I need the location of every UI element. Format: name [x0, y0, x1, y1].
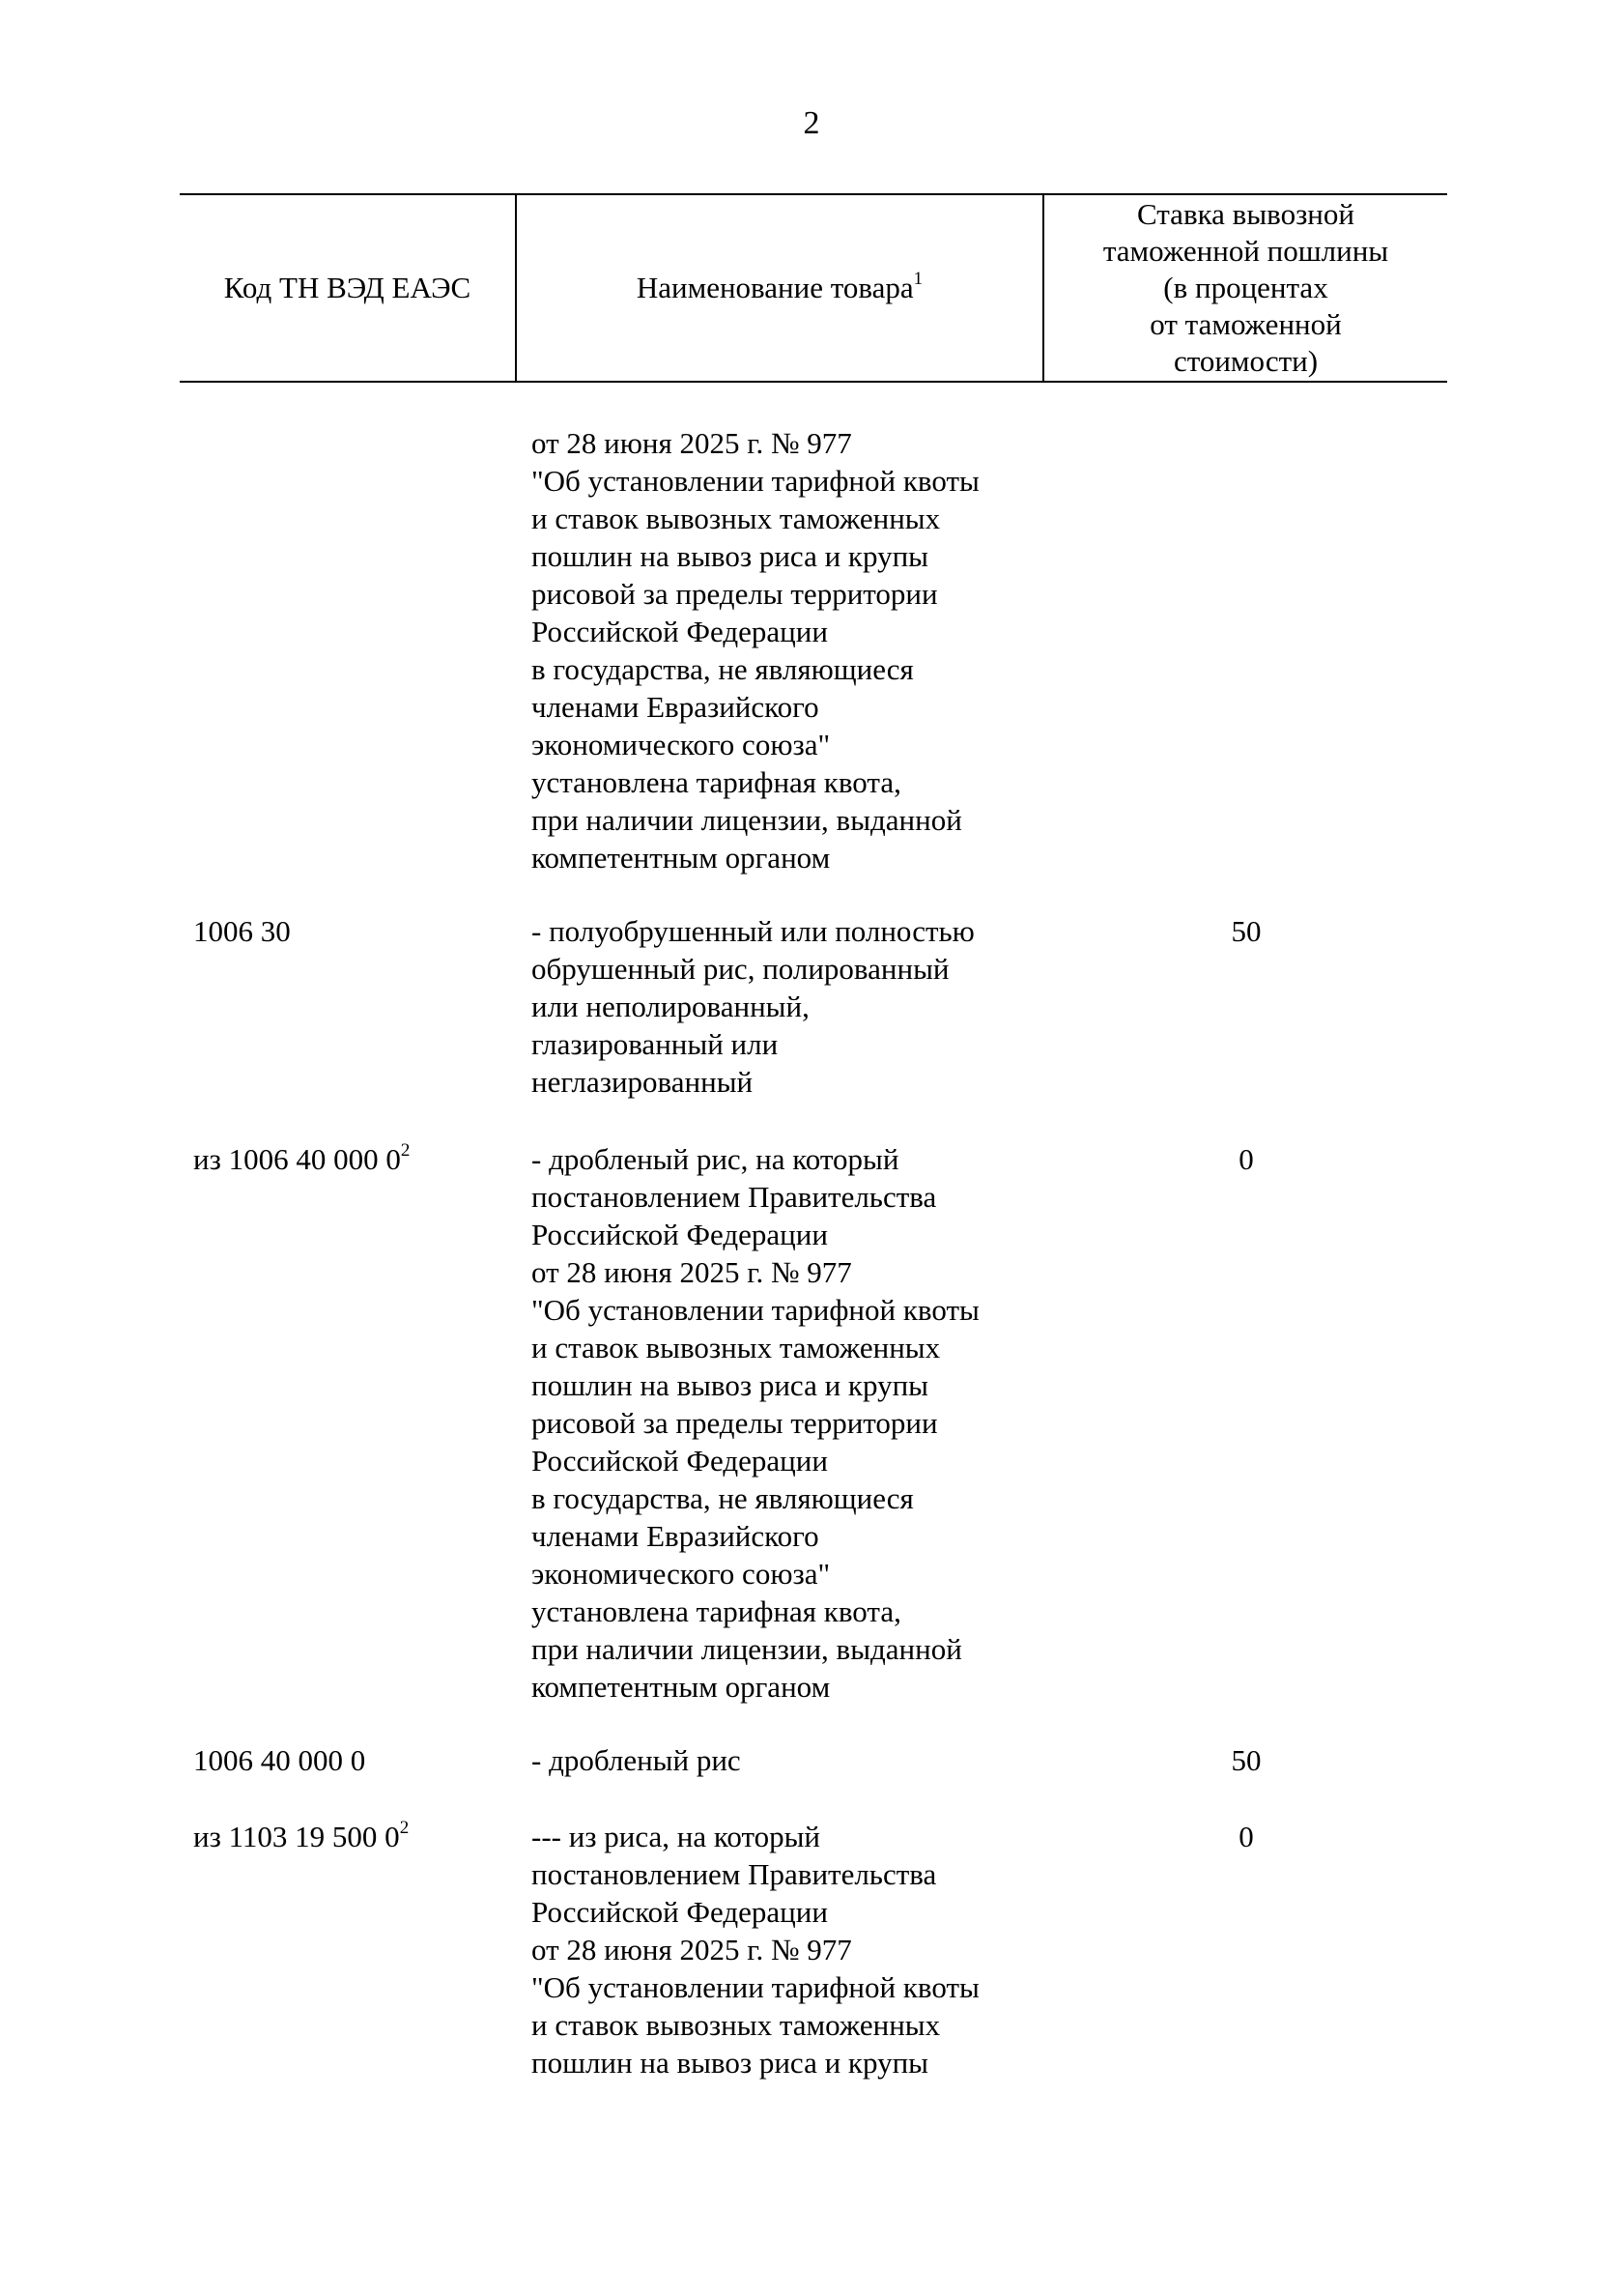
row-3-description: - дробленый рис	[531, 1743, 741, 1777]
row-3-rate: 50	[1231, 1743, 1262, 1777]
row-4-code: из 1103 19 500 $0^2$	[193, 1818, 410, 1853]
table-header	[180, 193, 1447, 383]
row-2-description: - дробленый рис, на который постановлением Правительства Российской Федерации от 28 июня 2025 г. № 977 "Об установлении тарифной квоты и ставок вывозных таможенных пошлин на вывоз риса и крупы рисовой за пределы территории Российской Федерации в государства, не являющиеся членами Евразийского экономического союза" установлена тарифная квота, при наличии лицензии, выданной компетентным органом	[531, 1142, 980, 1704]
header-name-footnote: 1	[913, 269, 924, 289]
header-rate-column	[1044, 195, 1447, 381]
page-number: 2	[803, 105, 820, 141]
header-code-column	[180, 195, 517, 381]
row-1-code: 1006 30	[193, 914, 291, 948]
row-2-code-footnote: 2	[400, 1140, 411, 1161]
row-1-description: - полуобрушенный или полностью обрушенный рис, полированный или неполированный, глазированный или неглазированный	[531, 914, 975, 1099]
row-1-rate: 50	[1231, 914, 1262, 948]
row-4-rate: 0	[1239, 1820, 1254, 1853]
row-2-rate: 0	[1239, 1142, 1254, 1176]
header-rate-label: Ставка вывозной таможенной пошлины (в процентах от таможенной стоимости)	[1102, 197, 1389, 378]
row-4-code-footnote: 2	[399, 1818, 410, 1838]
header-name-column	[517, 195, 1044, 381]
row-4-description: --- из риса, на который постановлением Правительства Российской Федерации от 28 июня 2025 г. № 977 "Об установлении тарифной квоты и ставок вывозных таможенных пошлин на вывоз риса и крупы	[531, 1820, 980, 2080]
row-2-code: из 1006 40 000 $0^2$	[193, 1140, 411, 1176]
row-3-code: 1006 40 000 0	[193, 1743, 366, 1777]
header-name-label: Наименование товара$^1$	[636, 269, 924, 304]
row-0-description: от 28 июня 2025 г. № 977 "Об установлении тарифной квоты и ставок вывозных таможенных пошлин на вывоз риса и крупы рисовой за пределы территории Российской Федерации в государства, не являющиеся членами Евразийского экономического союза" установлена тарифная квота, при наличии лицензии, выданной компетентным органом	[531, 426, 980, 875]
header-code-label: Код ТН ВЭД ЕАЭС	[223, 271, 471, 304]
